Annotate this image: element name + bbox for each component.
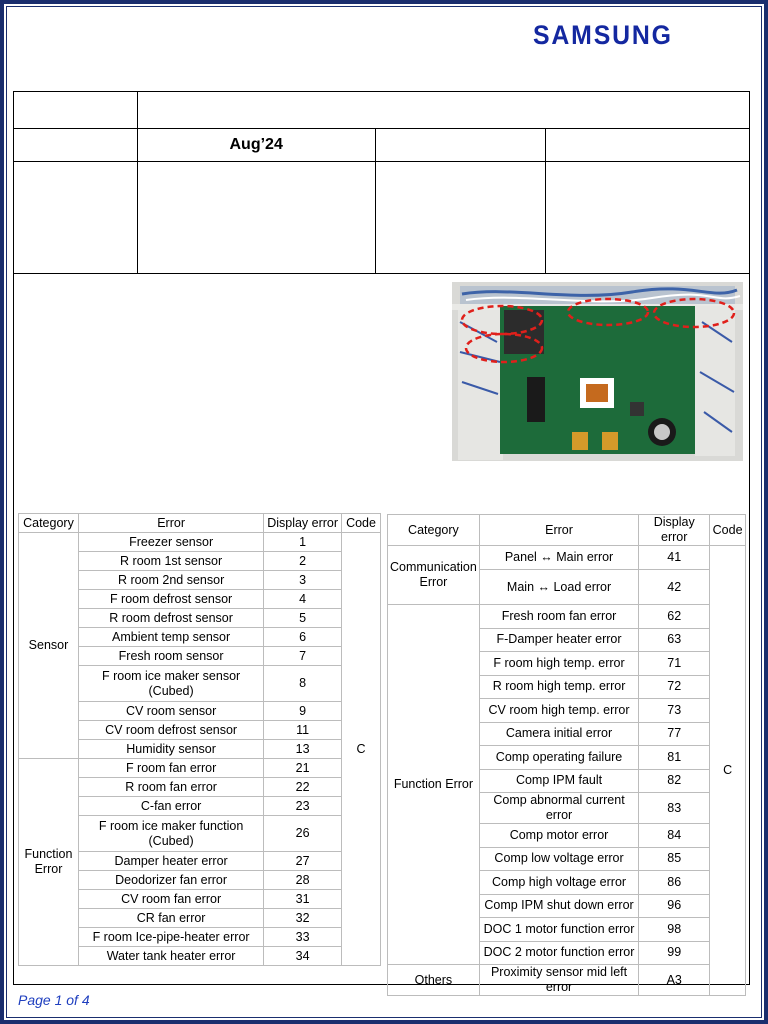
error-cell: Comp abnormal current error <box>479 793 638 824</box>
error-cell: Fresh room fan error <box>479 605 638 629</box>
display-error-cell: 13 <box>264 740 342 759</box>
samsung-logo: SAMSUNG <box>533 20 673 50</box>
display-error-cell: 72 <box>639 675 710 699</box>
display-error-cell: 85 <box>639 847 710 871</box>
column-header: Display error <box>264 514 342 533</box>
display-error-cell: 22 <box>264 778 342 797</box>
table-header-row <box>388 515 746 546</box>
display-error-cell: 27 <box>264 852 342 871</box>
error-cell: Panel ↔ Main error <box>479 546 638 570</box>
error-cell: Humidity sensor <box>78 740 263 759</box>
error-cell: Fresh room sensor <box>78 647 263 666</box>
display-error-cell: 62 <box>639 605 710 629</box>
error-cell: F-Damper heater error <box>479 628 638 652</box>
error-cell: Water tank heater error <box>78 947 263 966</box>
table-row <box>19 759 381 778</box>
header-cell-title <box>137 92 749 129</box>
display-error-cell: 34 <box>264 947 342 966</box>
display-error-cell: 26 <box>264 816 342 852</box>
display-error-cell: 84 <box>639 824 710 848</box>
display-error-cell: 9 <box>264 702 342 721</box>
display-error-cell: 21 <box>264 759 342 778</box>
display-error-cell: 28 <box>264 871 342 890</box>
error-cell: Comp operating failure <box>479 746 638 770</box>
error-cell: Deodorizer fan error <box>78 871 263 890</box>
display-error-cell: 99 <box>639 941 710 965</box>
column-header: Category <box>388 515 480 546</box>
code-cell: C <box>342 533 381 966</box>
error-cell: CV room sensor <box>78 702 263 721</box>
column-header: Code <box>710 515 746 546</box>
header-cell-4 <box>546 129 750 162</box>
display-error-cell: 6 <box>264 628 342 647</box>
display-error-cell: 86 <box>639 871 710 895</box>
display-error-cell: 71 <box>639 652 710 676</box>
display-error-cell: 11 <box>264 721 342 740</box>
display-error-cell: 23 <box>264 797 342 816</box>
right-error-table <box>387 514 746 996</box>
header-cell-7 <box>546 162 750 274</box>
column-header: Category <box>19 514 79 533</box>
error-cell: R room high temp. error <box>479 675 638 699</box>
error-cell: F room defrost sensor <box>78 590 263 609</box>
display-error-cell: 96 <box>639 894 710 918</box>
category-cell: Function Error <box>19 759 79 966</box>
error-cell: R room fan error <box>78 778 263 797</box>
error-cell: Proximity sensor mid left error <box>479 965 638 996</box>
error-cell: Damper heater error <box>78 852 263 871</box>
error-cell: Comp motor error <box>479 824 638 848</box>
error-cell: F room ice maker function (Cubed) <box>78 816 263 852</box>
error-cell: F room Ice-pipe-heater error <box>78 928 263 947</box>
column-header: Code <box>342 514 381 533</box>
display-error-cell: 31 <box>264 890 342 909</box>
display-error-cell: 1 <box>264 533 342 552</box>
error-cell: CR fan error <box>78 909 263 928</box>
table-header-row <box>19 514 381 533</box>
display-error-cell: 7 <box>264 647 342 666</box>
code-cell: C <box>710 546 746 996</box>
display-error-cell: 33 <box>264 928 342 947</box>
table-row <box>388 965 746 996</box>
pcb-photo <box>452 282 743 461</box>
error-cell: Camera initial error <box>479 722 638 746</box>
page-number: Page 1 of 4 <box>18 992 90 1008</box>
header-cell-5 <box>137 162 375 274</box>
error-cell: Comp low voltage error <box>479 847 638 871</box>
category-cell: Function Error <box>388 605 480 965</box>
display-error-cell: 82 <box>639 769 710 793</box>
display-error-cell: 8 <box>264 666 342 702</box>
column-header: Error <box>78 514 263 533</box>
error-cell: R room 2nd sensor <box>78 571 263 590</box>
display-error-cell: 81 <box>639 746 710 770</box>
category-cell: Sensor <box>19 533 79 759</box>
error-cell: F room high temp. error <box>479 652 638 676</box>
display-error-cell: 41 <box>639 546 710 570</box>
document-header-table <box>13 91 750 274</box>
category-cell: Others <box>388 965 480 996</box>
header-date: Aug’24 <box>137 129 375 162</box>
header-cell-label-2 <box>14 129 138 162</box>
category-cell: Communication Error <box>388 546 480 605</box>
display-error-cell: 42 <box>639 570 710 605</box>
error-cell: DOC 2 motor function error <box>479 941 638 965</box>
table-row <box>388 605 746 629</box>
error-cell: Freezer sensor <box>78 533 263 552</box>
error-cell: R room defrost sensor <box>78 609 263 628</box>
header-cell-3 <box>375 129 546 162</box>
error-cell: Ambient temp sensor <box>78 628 263 647</box>
error-cell: F room ice maker sensor (Cubed) <box>78 666 263 702</box>
error-cell: CV room fan error <box>78 890 263 909</box>
error-cell: Comp IPM fault <box>479 769 638 793</box>
table-row <box>388 546 746 570</box>
error-cell: Comp high voltage error <box>479 871 638 895</box>
error-cell: CV room high temp. error <box>479 699 638 723</box>
error-cell: F room fan error <box>78 759 263 778</box>
header-cell-label-3 <box>14 162 138 274</box>
column-header: Error <box>479 515 638 546</box>
display-error-cell: 63 <box>639 628 710 652</box>
left-error-table <box>18 513 381 966</box>
header-cell-label-1 <box>14 92 138 129</box>
display-error-cell: A3 <box>639 965 710 996</box>
header-cell-6 <box>375 162 546 274</box>
display-error-cell: 98 <box>639 918 710 942</box>
display-error-cell: 32 <box>264 909 342 928</box>
display-error-cell: 3 <box>264 571 342 590</box>
display-error-cell: 83 <box>639 793 710 824</box>
column-header: Display error <box>639 515 710 546</box>
error-cell: R room 1st sensor <box>78 552 263 571</box>
display-error-cell: 73 <box>639 699 710 723</box>
display-error-cell: 77 <box>639 722 710 746</box>
table-row <box>19 533 381 552</box>
display-error-cell: 2 <box>264 552 342 571</box>
error-cell: Main ↔ Load error <box>479 570 638 605</box>
display-error-cell: 4 <box>264 590 342 609</box>
error-cell: CV room defrost sensor <box>78 721 263 740</box>
display-error-cell: 5 <box>264 609 342 628</box>
error-cell: C-fan error <box>78 797 263 816</box>
error-cell: DOC 1 motor function error <box>479 918 638 942</box>
error-cell: Comp IPM shut down error <box>479 894 638 918</box>
